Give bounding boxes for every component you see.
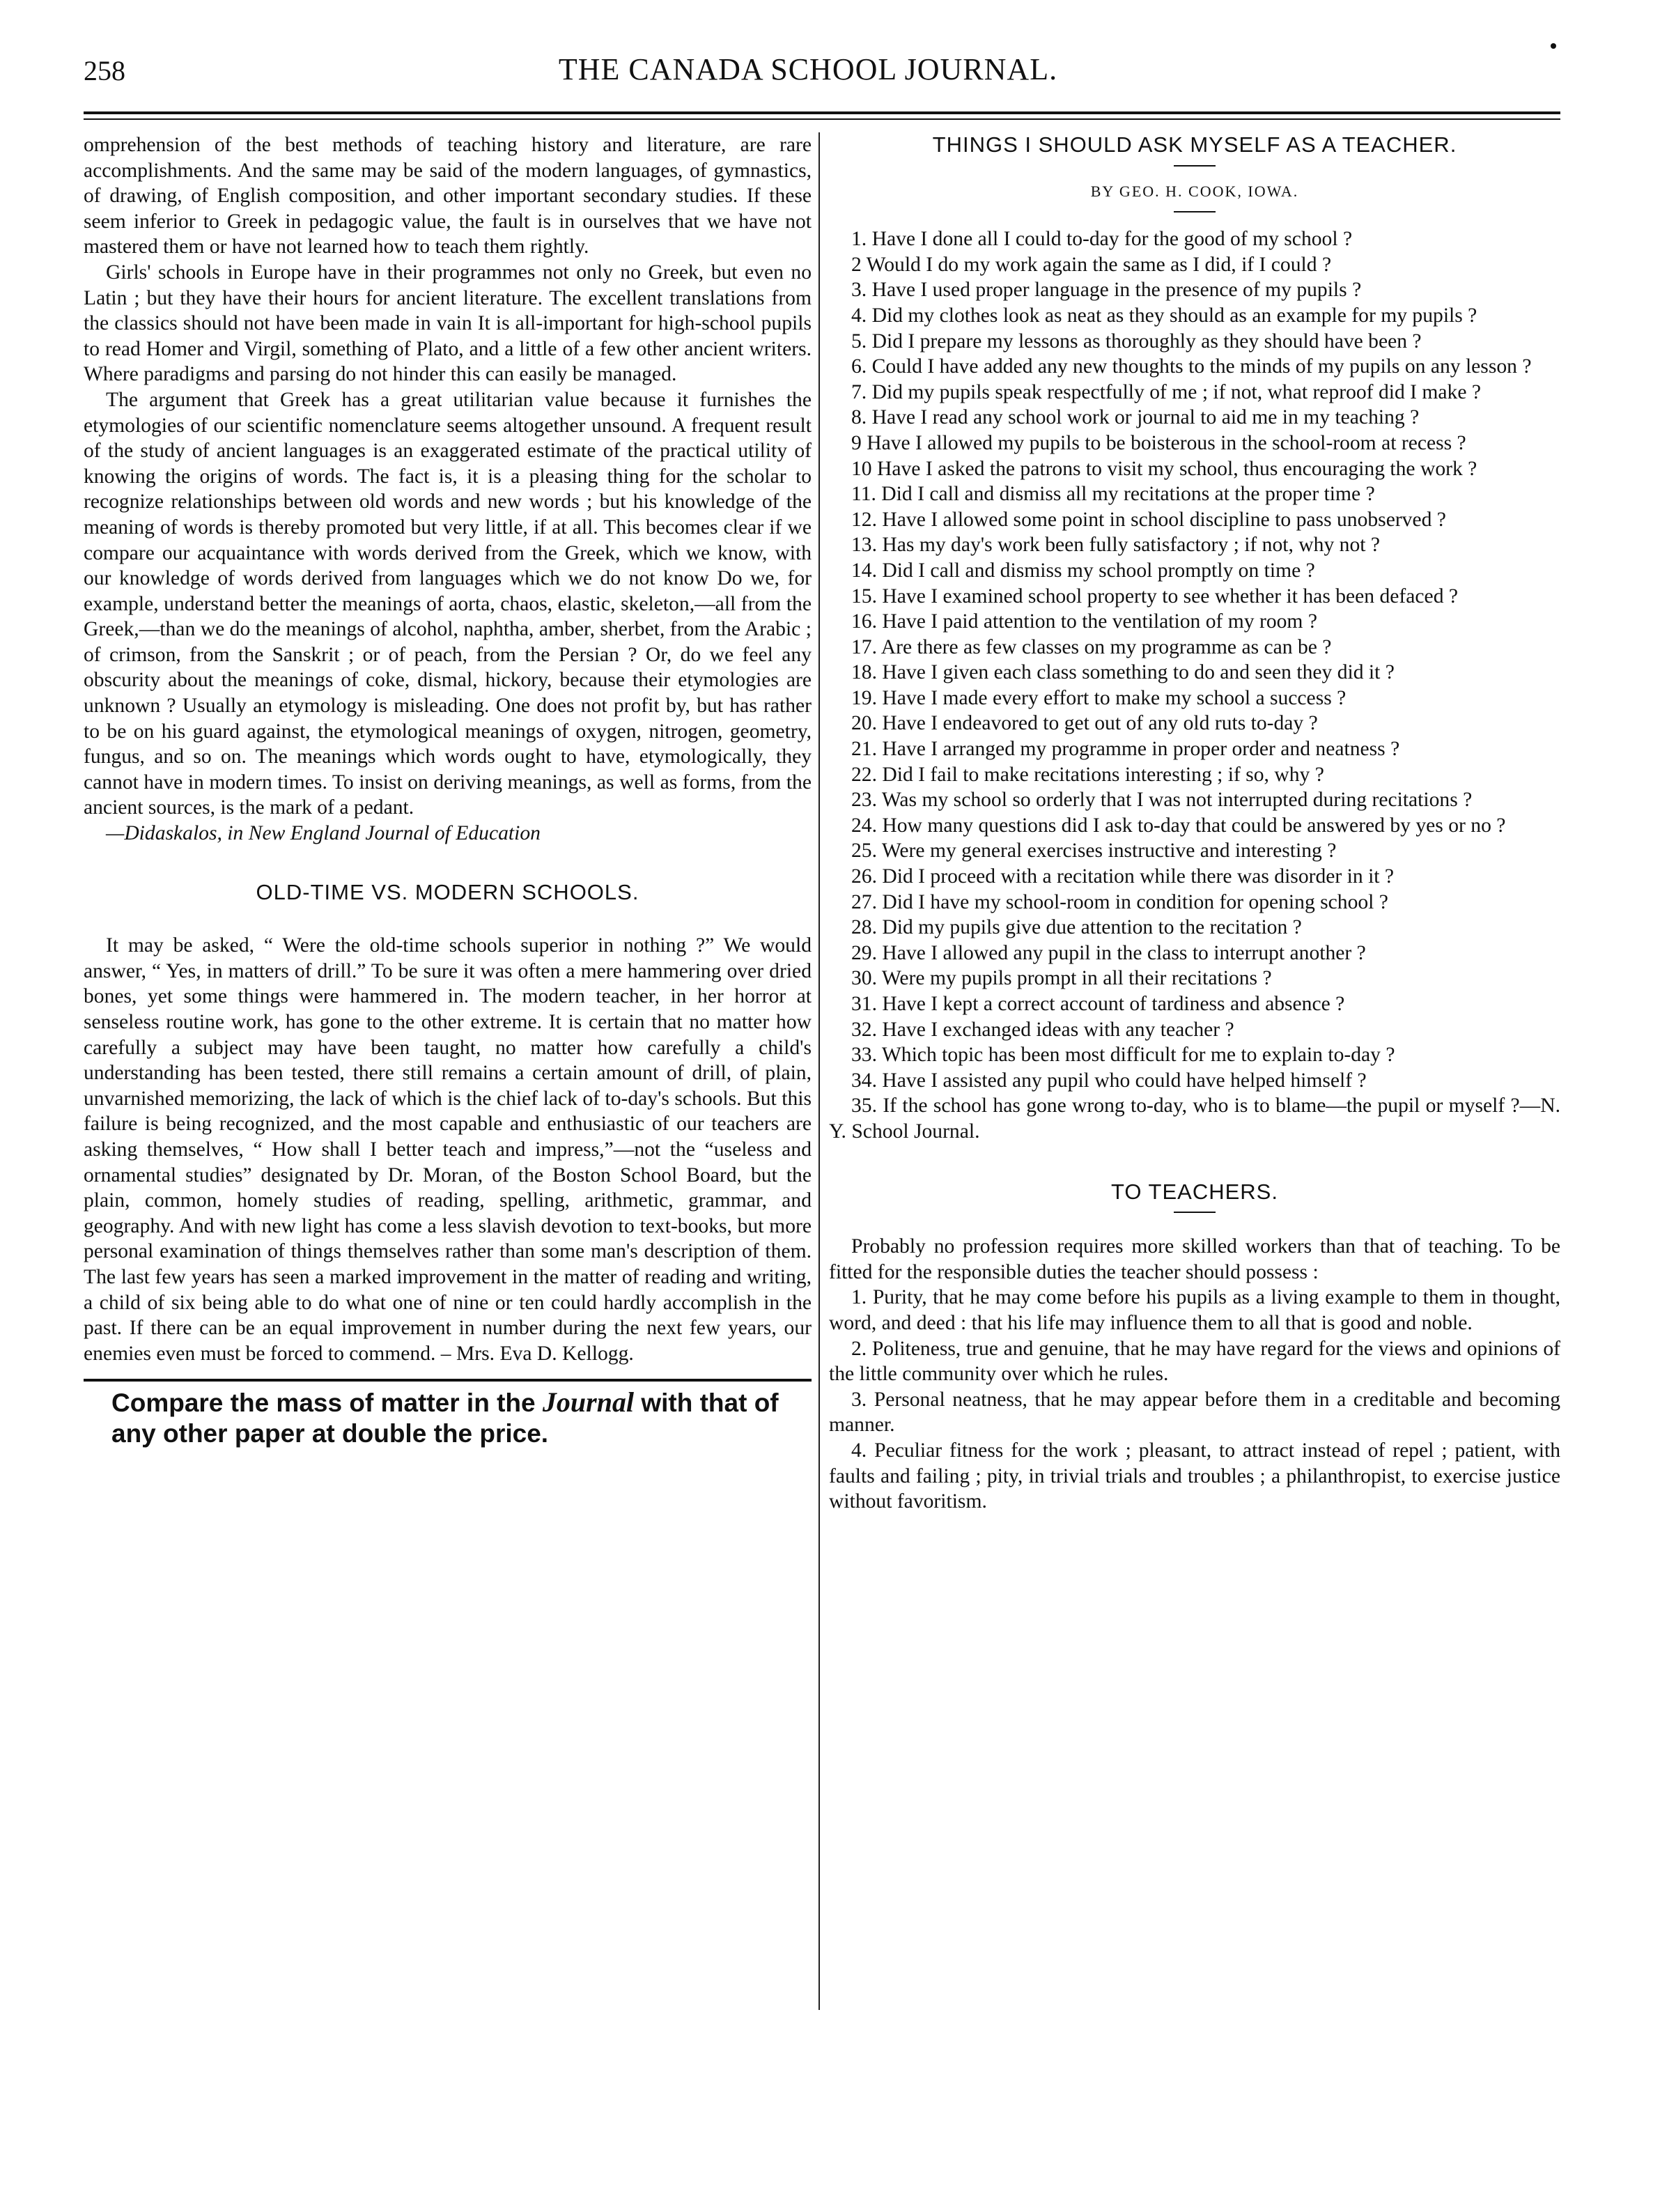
question-item: 12. Have I allowed some point in school discipline to pass unobserved ? <box>851 508 1446 531</box>
advert-journal-word: Journal <box>542 1386 635 1418</box>
question-item: 33. Which topic has been most difficult for me to explain to-day ? <box>851 1044 1395 1067</box>
page-header <box>84 49 1533 105</box>
left-column <box>84 132 812 1449</box>
advert-text-end: with that of any other paper at double the price. <box>111 1389 779 1448</box>
section-title-teachers: TO TEACHERS. <box>1111 1179 1278 1204</box>
question-item: 22. Did I fail to make recitations interesting ; if so, why ? <box>851 763 1324 786</box>
question-item: 26. Did I proceed with a recitation while there was disorder in it ? <box>851 865 1395 888</box>
right-column <box>829 132 1560 1515</box>
question-item: 9 Have I allowed my pupils to be boisterous in the school-room at recess ? <box>851 431 1466 454</box>
article-paragraph: Girls' schools in Europe have in their programmes not only no Greek, but even no Latin ; but they have their hours for ancient literature. The excellent translations from the classics should not have been made in vain It is all-important for high-school pupils to read Homer and Virgil, something of Plato, and a little of a few other ancient writers. Where paradigms and parsing do not hinder this can easily be managed. <box>84 261 812 386</box>
question-item: 1. Have I done all I could to-day for the good of my school ? <box>851 228 1353 251</box>
question-item: 7. Did my pupils speak respectfully of me ; if not, what reproof did I make ? <box>851 380 1482 403</box>
question-item: 25. Were my general exercises instructive and interesting ? <box>851 840 1337 863</box>
question-item: 35. If the school has gone wrong to-day, who is to blame—the pupil or myself ?—N. Y. School Journal. <box>829 1095 1560 1143</box>
question-item: 11. Did I call and dismiss all my recitations at the proper time ? <box>851 483 1375 506</box>
page-number: 258 <box>84 55 125 86</box>
article-paragraph: The argument that Greek has a great utilitarian value because it furnishes the etymologies of our scientific nomenclature seems altogether unsound. A frequent result of the study of ancient languages is an exaggerated estimate of the practical utility of knowing the origins of words. The fact is, it is a pleasing thing for the scholar to recognize relationships between old words and new words ; but his knowledge of the meaning of words is thereby promoted but very little, if at all. This becomes clear if we compare our acquaintance with words derived from the Greek, which we know, with our knowledge of words derived from languages which we do not know Do we, for example, understand better the meanings of aorta, chaos, elastic, skeleton,—all from the Greek,—than we do the meanings of alcohol, naphtha, amber, sherbet, from the Arabic ; of crimson, from the Sanskrit ; or of peach, from the Persian ? Or, do we feel any obscurity about the meanings of coke, dismal, hickory, because their etymologies are unknown ? Usually an etymology is misleading. One does not profit by, but has rather to be on his guard against, the etymological meanings of oxygen, nitrogen, geometry, fungus, and so on. The meanings which words ought to have, etymologically, they cannot have in modern times. To insist on deriving meanings, as well as forms, from the ancient sources, is the mark of a pedant. <box>84 388 812 819</box>
advert-notice <box>84 1387 812 1449</box>
question-item: 27. Did I have my school-room in condition for opening school ? <box>851 890 1388 913</box>
article-paragraph: omprehension of the best methods of teaching history and literature, are rare accomplishments. And the same may be said of the modern languages, of gymnastics, of drawing, of English composition, and other important secondary studies. If these seem inferior to Greek in pedagogic value, the fault is in ourselves that we have not mastered them or have not learned how to teach them rightly. <box>84 134 812 258</box>
question-item: 14. Did I call and dismiss my school promptly on time ? <box>851 559 1315 582</box>
question-item: 3. Have I used proper language in the presence of my pupils ? <box>851 279 1362 302</box>
question-item: 29. Have I allowed any pupil in the class to interrupt another ? <box>851 941 1366 964</box>
teachers-title-rule <box>1174 1212 1216 1213</box>
question-item: 15. Have I examined school property to see whether it has been defaced ? <box>851 585 1459 608</box>
questions-list <box>829 226 1560 1144</box>
question-item: 16. Have I paid attention to the ventilation of my room ? <box>851 610 1317 633</box>
question-item: 30. Were my pupils prompt in all their recitations ? <box>851 967 1272 990</box>
question-item: 32. Have I exchanged ideas with any teacher ? <box>851 1018 1234 1041</box>
question-item: 34. Have I assisted any pupil who could have helped himself ? <box>851 1069 1367 1092</box>
advert-text-start: Compare the mass of matter in the <box>111 1389 536 1418</box>
question-item: 19. Have I made every effort to make my school a success ? <box>851 686 1347 709</box>
question-item: 20. Have I endeavored to get out of any old ruts to-day ? <box>851 712 1318 735</box>
question-item: 23. Was my school so orderly that I was not interrupted during recitations ? <box>851 789 1473 812</box>
question-item: 6. Could I have added any new thoughts to the minds of my pupils on any lesson ? <box>851 355 1532 378</box>
question-item: 17. Are there as few classes on my programme as can be ? <box>851 635 1332 658</box>
teachers-list <box>829 1285 1560 1514</box>
ink-dot <box>1551 43 1556 49</box>
journal-title: THE CANADA SCHOOL JOURNAL. <box>558 52 1058 86</box>
question-item: 10 Have I asked the patrons to visit my school, thus encouraging the work ? <box>851 457 1477 480</box>
question-item: 18. Have I given each class something to do and seen they did it ? <box>851 661 1395 684</box>
question-item: 13. Has my day's work been fully satisfactory ; if not, why not ? <box>851 534 1381 557</box>
column-divider <box>818 132 820 2010</box>
question-item: 31. Have I kept a correct account of tardiness and absence ? <box>851 993 1345 1015</box>
section-title-things: THINGS I SHOULD ASK MYSELF AS A TEACHER. <box>932 132 1457 157</box>
article-byline: BY GEO. H. COOK, IOWA. <box>1090 182 1299 200</box>
question-item: 4. Did my clothes look as neat as they should as an example for my pupils ? <box>851 304 1477 327</box>
teachers-item: 4. Peculiar fitness for the work ; pleasant, to attract instead of repel ; patient, with faults and failing ; pity, in trivial trials and troubles ; a philanthropist, to exercise justice without favoritism. <box>829 1439 1560 1513</box>
teachers-item: 1. Purity, that he may come before his pupils as a living example to them in thought, word, and deed : that his life may influence them to all that is good and noble. <box>829 1286 1560 1334</box>
question-item: 24. How many questions did I ask to-day that could be answered by yes or no ? <box>851 814 1506 837</box>
teachers-item: 3. Personal neatness, that he may appear before them in a creditable and becoming manner. <box>829 1388 1560 1437</box>
teachers-item: 2. Politeness, true and genuine, that he may have regard for the views and opinions of the little community over which he rules. <box>829 1337 1560 1386</box>
advert-rule <box>84 1379 812 1382</box>
question-item: 21. Have I arranged my programme in proper order and neatness ? <box>851 738 1400 761</box>
teachers-intro: Probably no profession requires more skilled workers than that of teaching. To be fitted for the responsible duties the teacher should possess : <box>829 1235 1560 1283</box>
question-item: 28. Did my pupils give due attention to the recitation ? <box>851 916 1302 939</box>
title-rule <box>1174 165 1216 167</box>
byline-rule <box>1174 211 1216 212</box>
question-item: 5. Did I prepare my lessons as thoroughly as they should have been ? <box>851 330 1422 353</box>
article-attribution: —Didaskalos, in New England Journal of Education <box>106 822 541 845</box>
header-rule <box>84 111 1560 120</box>
question-item: 2 Would I do my work again the same as I did, if I could ? <box>851 253 1332 276</box>
section-body-old-time: It may be asked, “ Were the old-time schools superior in nothing ?” We would answer, “ Yes, in matters of drill.” To be sure it was often a mere hammering over dried bones, yet some things were hammered in. The modern teacher, in her horror at senseless routine work, has gone to the other extreme. It is certain that no matter how carefully a subject may have been taught, no matter how carefully a child's understanding has been tested, there still remains a certain amount of drill, of plain, unvarnished memorizing, the lack of which is the chief lack of to-day's schools. But this failure is being recognized, and the most capable and enthusiastic of our teachers are asking themselves, “ How shall I better teach and impress,”—not the “useless and ornamental studies” designated by Dr. Moran, of the Boston School Board, but the plain, common, homely studies of reading, spelling, arithmetic, grammar, and geography. And with new light has come a less slavish devotion to text-books, but more personal examination of things themselves rather than some man's description of them. The last few years has seen a marked improvement in the matter of reading and writing, a child of six being able to do what one of nine or ten could hardly accomplish in the past. If there can be an equal improvement in number during the next few years, our enemies even must be forced to commend. – Mrs. Eva D. Kellogg. <box>84 934 812 1365</box>
question-item: 8. Have I read any school work or journal to aid me in my teaching ? <box>851 406 1420 429</box>
section-title-old-time: OLD-TIME VS. MODERN SCHOOLS. <box>256 879 639 904</box>
